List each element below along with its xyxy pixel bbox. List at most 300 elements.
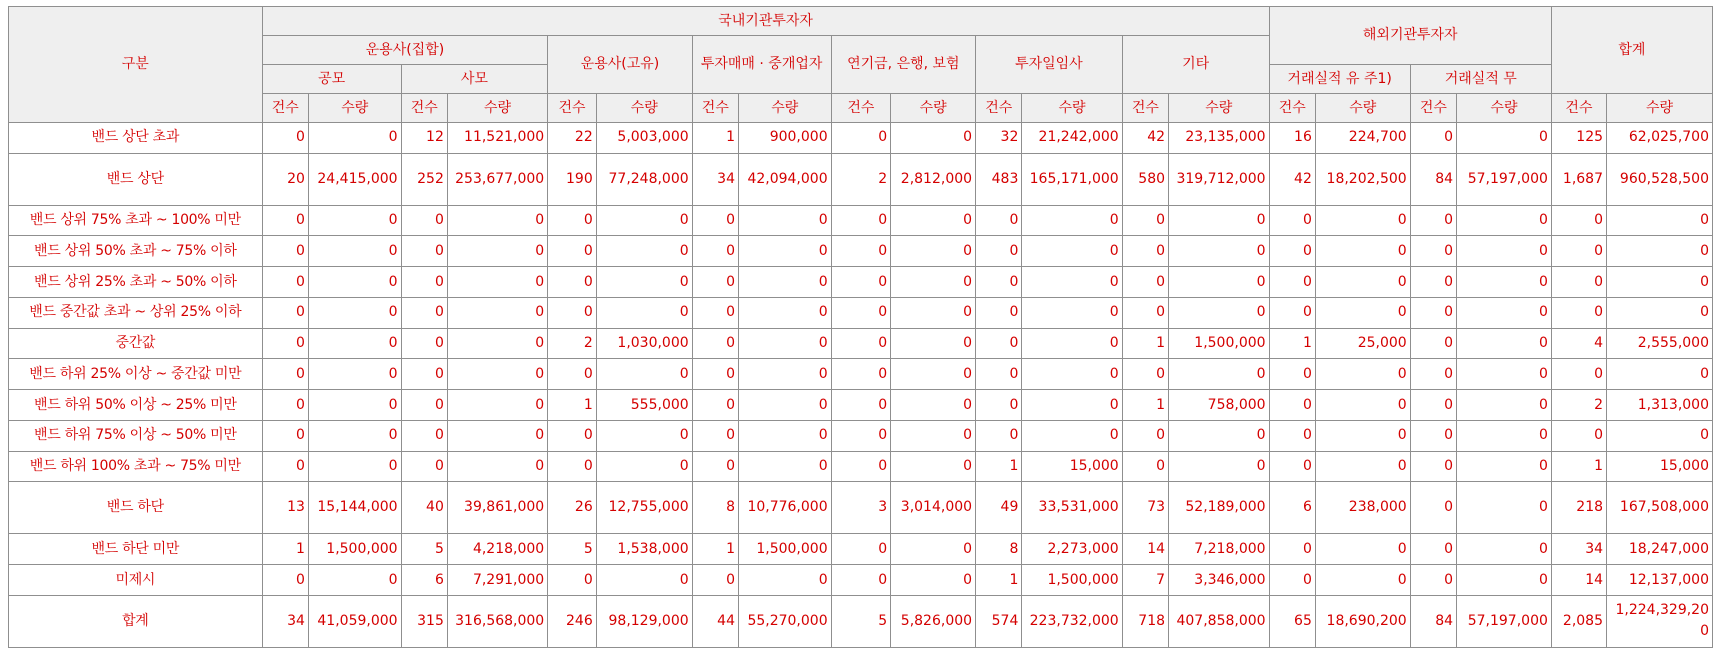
count-cell: 0 <box>831 205 891 236</box>
quantity-cell: 0 <box>1607 297 1713 328</box>
count-cell: 0 <box>692 359 738 390</box>
count-cell: 580 <box>1122 153 1168 205</box>
header-other: 기타 <box>1122 36 1269 94</box>
quantity-cell: 12,755,000 <box>596 482 692 534</box>
quantity-cell: 0 <box>308 359 401 390</box>
header-private: 사모 <box>401 65 548 94</box>
count-cell: 0 <box>976 236 1022 267</box>
quantity-cell: 33,531,000 <box>1022 482 1122 534</box>
header-count: 건수 <box>831 94 891 123</box>
quantity-cell: 0 <box>596 236 692 267</box>
count-cell: 0 <box>1122 451 1168 482</box>
count-cell: 2 <box>1551 390 1606 421</box>
header-record-no: 거래실적 무 <box>1410 65 1551 94</box>
quantity-cell: 0 <box>891 123 976 154</box>
quantity-cell: 11,521,000 <box>447 123 547 154</box>
count-cell: 0 <box>1410 390 1456 421</box>
count-cell: 2 <box>548 328 597 359</box>
quantity-cell: 223,732,000 <box>1022 595 1122 647</box>
table-row <box>9 153 1713 205</box>
quantity-cell: 0 <box>596 420 692 451</box>
quantity-cell: 5,826,000 <box>891 595 976 647</box>
count-cell: 574 <box>976 595 1022 647</box>
quantity-cell: 18,247,000 <box>1607 534 1713 565</box>
quantity-cell: 7,291,000 <box>447 565 547 596</box>
count-cell: 0 <box>401 420 447 451</box>
count-cell: 0 <box>401 236 447 267</box>
quantity-cell: 4,218,000 <box>447 534 547 565</box>
table-row <box>9 123 1713 154</box>
header-domestic-institutions: 국내기관투자자 <box>262 7 1269 36</box>
quantity-cell: 0 <box>1457 328 1552 359</box>
quantity-cell: 0 <box>1169 205 1270 236</box>
count-cell: 0 <box>831 328 891 359</box>
header-quantity: 수량 <box>596 94 692 123</box>
quantity-cell: 2,273,000 <box>1022 534 1122 565</box>
quantity-cell: 0 <box>308 297 401 328</box>
count-cell: 0 <box>262 359 308 390</box>
header-record-yes: 거래실적 유 주1) <box>1269 65 1410 94</box>
quantity-cell: 0 <box>1607 236 1713 267</box>
quantity-cell: 42,094,000 <box>738 153 831 205</box>
quantity-cell: 0 <box>738 328 831 359</box>
quantity-cell: 0 <box>1315 205 1410 236</box>
quantity-cell: 0 <box>1457 123 1552 154</box>
quantity-cell: 52,189,000 <box>1169 482 1270 534</box>
quantity-cell: 0 <box>738 451 831 482</box>
quantity-cell: 0 <box>447 236 547 267</box>
count-cell: 0 <box>401 205 447 236</box>
header-count: 건수 <box>1410 94 1456 123</box>
quantity-cell: 0 <box>891 205 976 236</box>
table-row <box>9 534 1713 565</box>
header-category: 구분 <box>9 7 263 123</box>
row-label: 밴드 중간값 초과 ~ 상위 25% 이하 <box>9 297 263 328</box>
count-cell: 0 <box>976 390 1022 421</box>
count-cell: 0 <box>1410 328 1456 359</box>
count-cell: 0 <box>692 205 738 236</box>
quantity-cell: 0 <box>1457 482 1552 534</box>
table-row <box>9 236 1713 267</box>
quantity-cell: 0 <box>738 420 831 451</box>
header-count: 건수 <box>262 94 308 123</box>
count-cell: 0 <box>548 565 597 596</box>
quantity-cell: 0 <box>1315 451 1410 482</box>
quantity-cell: 0 <box>308 267 401 298</box>
quantity-cell: 0 <box>738 267 831 298</box>
quantity-cell: 1,500,000 <box>1169 328 1270 359</box>
quantity-cell: 0 <box>891 451 976 482</box>
quantity-cell: 39,861,000 <box>447 482 547 534</box>
header-count: 건수 <box>1269 94 1315 123</box>
quantity-cell: 0 <box>891 267 976 298</box>
count-cell: 315 <box>401 595 447 647</box>
count-cell: 0 <box>1122 267 1168 298</box>
count-cell: 0 <box>401 328 447 359</box>
quantity-cell: 1,224,329,200 <box>1607 595 1713 647</box>
total-row <box>9 595 1713 647</box>
table-row <box>9 565 1713 596</box>
count-cell: 0 <box>1269 420 1315 451</box>
quantity-cell: 900,000 <box>738 123 831 154</box>
quantity-cell: 18,690,200 <box>1315 595 1410 647</box>
count-cell: 0 <box>262 390 308 421</box>
row-label: 밴드 상위 25% 초과 ~ 50% 이하 <box>9 267 263 298</box>
allocation-table <box>8 6 1713 648</box>
count-cell: 0 <box>692 565 738 596</box>
header-quantity: 수량 <box>447 94 547 123</box>
count-cell: 1 <box>262 534 308 565</box>
count-cell: 42 <box>1269 153 1315 205</box>
quantity-cell: 0 <box>308 420 401 451</box>
count-cell: 1 <box>692 123 738 154</box>
quantity-cell: 0 <box>1315 359 1410 390</box>
table-row <box>9 451 1713 482</box>
count-cell: 0 <box>831 123 891 154</box>
quantity-cell: 0 <box>891 236 976 267</box>
count-cell: 40 <box>401 482 447 534</box>
count-cell: 0 <box>401 267 447 298</box>
header-foreign-institutions: 해외기관투자자 <box>1269 7 1551 65</box>
quantity-cell: 0 <box>1457 451 1552 482</box>
quantity-cell: 0 <box>1607 420 1713 451</box>
count-cell: 0 <box>548 420 597 451</box>
quantity-cell: 0 <box>1022 236 1122 267</box>
quantity-cell: 0 <box>891 390 976 421</box>
count-cell: 5 <box>548 534 597 565</box>
quantity-cell: 407,858,000 <box>1169 595 1270 647</box>
count-cell: 0 <box>976 267 1022 298</box>
header-am-collective: 운용사(집합) <box>262 36 548 65</box>
count-cell: 12 <box>401 123 447 154</box>
quantity-cell: 1,500,000 <box>1022 565 1122 596</box>
row-label: 밴드 하단 <box>9 482 263 534</box>
count-cell: 0 <box>831 297 891 328</box>
count-cell: 1 <box>1122 328 1168 359</box>
quantity-cell: 21,242,000 <box>1022 123 1122 154</box>
quantity-cell: 0 <box>1022 390 1122 421</box>
count-cell: 0 <box>262 123 308 154</box>
count-cell: 0 <box>401 451 447 482</box>
count-cell: 190 <box>548 153 597 205</box>
quantity-cell: 15,144,000 <box>308 482 401 534</box>
quantity-cell: 1,500,000 <box>738 534 831 565</box>
count-cell: 0 <box>1410 267 1456 298</box>
row-label: 밴드 하단 미만 <box>9 534 263 565</box>
count-cell: 1 <box>692 534 738 565</box>
quantity-cell: 0 <box>1315 565 1410 596</box>
count-cell: 0 <box>1551 205 1606 236</box>
count-cell: 44 <box>692 595 738 647</box>
count-cell: 0 <box>401 390 447 421</box>
header-quantity: 수량 <box>738 94 831 123</box>
count-cell: 0 <box>1269 390 1315 421</box>
quantity-cell: 0 <box>1457 420 1552 451</box>
count-cell: 0 <box>401 359 447 390</box>
count-cell: 0 <box>692 297 738 328</box>
count-cell: 0 <box>1122 236 1168 267</box>
count-cell: 42 <box>1122 123 1168 154</box>
quantity-cell: 0 <box>308 236 401 267</box>
row-label: 중간값 <box>9 328 263 359</box>
count-cell: 0 <box>1551 297 1606 328</box>
quantity-cell: 0 <box>596 205 692 236</box>
header-am-proprietary: 운용사(고유) <box>548 36 692 94</box>
quantity-cell: 0 <box>891 297 976 328</box>
count-cell: 0 <box>1269 205 1315 236</box>
quantity-cell: 0 <box>738 205 831 236</box>
count-cell: 14 <box>1551 565 1606 596</box>
count-cell: 0 <box>1410 482 1456 534</box>
count-cell: 4 <box>1551 328 1606 359</box>
quantity-cell: 758,000 <box>1169 390 1270 421</box>
quantity-cell: 253,677,000 <box>447 153 547 205</box>
table-row <box>9 482 1713 534</box>
quantity-cell: 0 <box>738 359 831 390</box>
quantity-cell: 0 <box>447 451 547 482</box>
table-row <box>9 390 1713 421</box>
count-cell: 0 <box>262 205 308 236</box>
count-cell: 0 <box>548 359 597 390</box>
count-cell: 0 <box>1410 420 1456 451</box>
count-cell: 0 <box>1410 565 1456 596</box>
quantity-cell: 0 <box>596 267 692 298</box>
quantity-cell: 0 <box>308 451 401 482</box>
quantity-cell: 0 <box>891 534 976 565</box>
row-label: 밴드 상단 <box>9 153 263 205</box>
quantity-cell: 0 <box>891 328 976 359</box>
count-cell: 125 <box>1551 123 1606 154</box>
header-quantity: 수량 <box>1022 94 1122 123</box>
count-cell: 0 <box>1410 297 1456 328</box>
quantity-cell: 0 <box>1607 267 1713 298</box>
count-cell: 0 <box>401 297 447 328</box>
row-label: 밴드 하위 25% 이상 ~ 중간값 미만 <box>9 359 263 390</box>
header-quantity: 수량 <box>308 94 401 123</box>
header-count: 건수 <box>1551 94 1606 123</box>
quantity-cell: 316,568,000 <box>447 595 547 647</box>
quantity-cell: 0 <box>596 451 692 482</box>
quantity-cell: 0 <box>1457 534 1552 565</box>
count-cell: 8 <box>976 534 1022 565</box>
quantity-cell: 0 <box>1315 236 1410 267</box>
quantity-cell: 0 <box>308 328 401 359</box>
quantity-cell: 0 <box>1457 267 1552 298</box>
count-cell: 0 <box>692 420 738 451</box>
count-cell: 483 <box>976 153 1022 205</box>
count-cell: 14 <box>1122 534 1168 565</box>
quantity-cell: 0 <box>1169 451 1270 482</box>
quantity-cell: 0 <box>1315 267 1410 298</box>
count-cell: 0 <box>692 451 738 482</box>
count-cell: 1 <box>1269 328 1315 359</box>
table-row <box>9 267 1713 298</box>
table-row <box>9 328 1713 359</box>
count-cell: 0 <box>1122 205 1168 236</box>
quantity-cell: 0 <box>1315 420 1410 451</box>
count-cell: 218 <box>1551 482 1606 534</box>
quantity-cell: 77,248,000 <box>596 153 692 205</box>
quantity-cell: 0 <box>447 420 547 451</box>
quantity-cell: 0 <box>1022 297 1122 328</box>
quantity-cell: 10,776,000 <box>738 482 831 534</box>
quantity-cell: 224,700 <box>1315 123 1410 154</box>
count-cell: 0 <box>1269 534 1315 565</box>
quantity-cell: 0 <box>1169 420 1270 451</box>
quantity-cell: 55,270,000 <box>738 595 831 647</box>
quantity-cell: 57,197,000 <box>1457 153 1552 205</box>
quantity-cell: 98,129,000 <box>596 595 692 647</box>
header-count: 건수 <box>548 94 597 123</box>
quantity-cell: 0 <box>308 123 401 154</box>
count-cell: 718 <box>1122 595 1168 647</box>
count-cell: 0 <box>262 420 308 451</box>
count-cell: 0 <box>262 236 308 267</box>
header-count: 건수 <box>976 94 1022 123</box>
quantity-cell: 238,000 <box>1315 482 1410 534</box>
quantity-cell: 12,137,000 <box>1607 565 1713 596</box>
count-cell: 34 <box>262 595 308 647</box>
quantity-cell: 555,000 <box>596 390 692 421</box>
quantity-cell: 0 <box>891 565 976 596</box>
count-cell: 0 <box>1551 267 1606 298</box>
count-cell: 6 <box>1269 482 1315 534</box>
quantity-cell: 0 <box>1457 390 1552 421</box>
count-cell: 0 <box>692 390 738 421</box>
header-quantity: 수량 <box>1607 94 1713 123</box>
count-cell: 0 <box>831 267 891 298</box>
count-cell: 0 <box>1269 565 1315 596</box>
count-cell: 0 <box>976 359 1022 390</box>
count-cell: 8 <box>692 482 738 534</box>
count-cell: 0 <box>262 565 308 596</box>
quantity-cell: 0 <box>1022 267 1122 298</box>
quantity-cell: 15,000 <box>1022 451 1122 482</box>
table-row <box>9 359 1713 390</box>
count-cell: 0 <box>1122 359 1168 390</box>
count-cell: 0 <box>692 328 738 359</box>
count-cell: 20 <box>262 153 308 205</box>
count-cell: 0 <box>831 359 891 390</box>
count-cell: 0 <box>1269 236 1315 267</box>
quantity-cell: 2,812,000 <box>891 153 976 205</box>
quantity-cell: 0 <box>738 236 831 267</box>
row-label: 밴드 하위 75% 이상 ~ 50% 미만 <box>9 420 263 451</box>
quantity-cell: 0 <box>1169 267 1270 298</box>
quantity-cell: 0 <box>596 359 692 390</box>
count-cell: 0 <box>976 328 1022 359</box>
quantity-cell: 62,025,700 <box>1607 123 1713 154</box>
quantity-cell: 24,415,000 <box>308 153 401 205</box>
quantity-cell: 167,508,000 <box>1607 482 1713 534</box>
count-cell: 1 <box>1551 451 1606 482</box>
count-cell: 2,085 <box>1551 595 1606 647</box>
row-label: 밴드 상단 초과 <box>9 123 263 154</box>
quantity-cell: 0 <box>891 420 976 451</box>
quantity-cell: 0 <box>447 359 547 390</box>
count-cell: 252 <box>401 153 447 205</box>
count-cell: 84 <box>1410 153 1456 205</box>
table-row <box>9 297 1713 328</box>
quantity-cell: 0 <box>1022 359 1122 390</box>
quantity-cell: 1,538,000 <box>596 534 692 565</box>
count-cell: 73 <box>1122 482 1168 534</box>
count-cell: 0 <box>548 297 597 328</box>
quantity-cell: 0 <box>1169 359 1270 390</box>
count-cell: 13 <box>262 482 308 534</box>
count-cell: 0 <box>1410 359 1456 390</box>
quantity-cell: 2,555,000 <box>1607 328 1713 359</box>
header-quantity: 수량 <box>1315 94 1410 123</box>
header-pension-bank-insurance: 연기금, 은행, 보험 <box>831 36 975 94</box>
quantity-cell: 0 <box>447 267 547 298</box>
header-total: 합계 <box>1551 7 1712 94</box>
count-cell: 16 <box>1269 123 1315 154</box>
header-count: 건수 <box>1122 94 1168 123</box>
count-cell: 0 <box>1269 267 1315 298</box>
quantity-cell: 3,014,000 <box>891 482 976 534</box>
quantity-cell: 0 <box>1607 359 1713 390</box>
row-label: 밴드 하위 100% 초과 ~ 75% 미만 <box>9 451 263 482</box>
header-investment-advisory: 투자일임사 <box>976 36 1123 94</box>
header-quantity: 수량 <box>1457 94 1552 123</box>
count-cell: 0 <box>548 236 597 267</box>
count-cell: 0 <box>831 565 891 596</box>
quantity-cell: 5,003,000 <box>596 123 692 154</box>
header-count: 건수 <box>401 94 447 123</box>
row-label: 미제시 <box>9 565 263 596</box>
quantity-cell: 41,059,000 <box>308 595 401 647</box>
quantity-cell: 0 <box>1022 420 1122 451</box>
count-cell: 2 <box>831 153 891 205</box>
count-cell: 1 <box>1122 390 1168 421</box>
count-cell: 0 <box>1410 205 1456 236</box>
quantity-cell: 165,171,000 <box>1022 153 1122 205</box>
quantity-cell: 0 <box>447 328 547 359</box>
count-cell: 0 <box>831 420 891 451</box>
quantity-cell: 0 <box>447 390 547 421</box>
count-cell: 49 <box>976 482 1022 534</box>
quantity-cell: 0 <box>1022 328 1122 359</box>
count-cell: 5 <box>401 534 447 565</box>
quantity-cell: 1,030,000 <box>596 328 692 359</box>
quantity-cell: 0 <box>738 565 831 596</box>
quantity-cell: 0 <box>1022 205 1122 236</box>
header-broker-dealer: 투자매매 · 중개업자 <box>692 36 831 94</box>
count-cell: 0 <box>831 534 891 565</box>
quantity-cell: 23,135,000 <box>1169 123 1270 154</box>
count-cell: 0 <box>1269 451 1315 482</box>
quantity-cell: 0 <box>738 297 831 328</box>
table-row <box>9 420 1713 451</box>
count-cell: 246 <box>548 595 597 647</box>
quantity-cell: 7,218,000 <box>1169 534 1270 565</box>
count-cell: 5 <box>831 595 891 647</box>
count-cell: 0 <box>262 267 308 298</box>
header-quantity: 수량 <box>1169 94 1270 123</box>
quantity-cell: 25,000 <box>1315 328 1410 359</box>
quantity-cell: 1,313,000 <box>1607 390 1713 421</box>
count-cell: 26 <box>548 482 597 534</box>
row-label: 밴드 하위 50% 이상 ~ 25% 미만 <box>9 390 263 421</box>
header-public: 공모 <box>262 65 401 94</box>
quantity-cell: 0 <box>1457 565 1552 596</box>
count-cell: 0 <box>1551 359 1606 390</box>
count-cell: 0 <box>1122 420 1168 451</box>
quantity-cell: 0 <box>1457 236 1552 267</box>
count-cell: 0 <box>548 267 597 298</box>
count-cell: 0 <box>262 297 308 328</box>
